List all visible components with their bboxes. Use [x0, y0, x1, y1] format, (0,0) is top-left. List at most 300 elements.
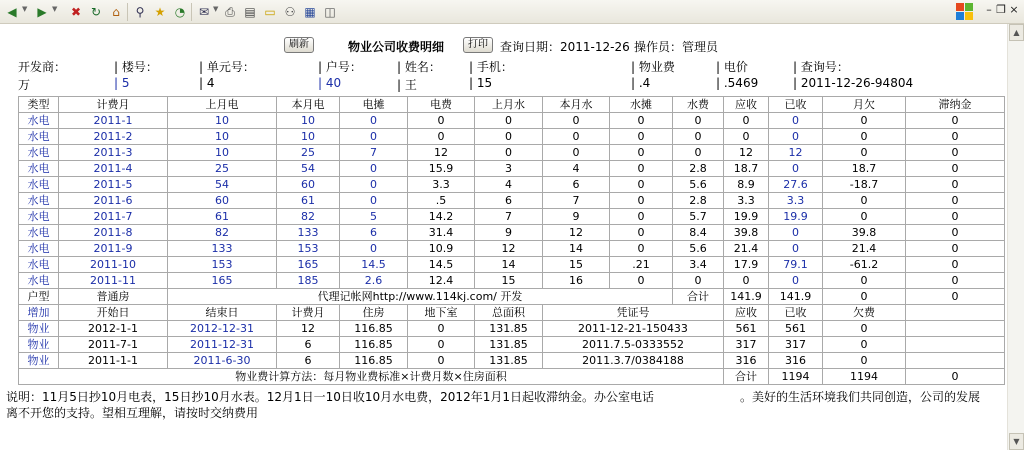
table-cell: 5.7	[673, 209, 724, 225]
table-cell: 2011-3	[59, 145, 168, 161]
table-cell: 185	[277, 273, 340, 289]
type-link[interactable]: 物业	[19, 337, 59, 353]
table-cell: 31.4	[408, 225, 475, 241]
table-cell: 12	[408, 145, 475, 161]
column-header: 已收	[769, 305, 823, 321]
empty-cell	[906, 337, 1005, 353]
table-cell: 21.4	[823, 241, 906, 257]
type-link[interactable]: 水电	[19, 113, 59, 129]
windows-logo-icon	[956, 3, 974, 21]
table-cell: 3.3	[408, 177, 475, 193]
table-cell: 0	[823, 129, 906, 145]
footnote	[6, 389, 1004, 421]
name-value: | 王	[397, 78, 417, 92]
table-cell: 2.6	[340, 273, 408, 289]
table-cell: -61.2	[823, 257, 906, 273]
discuss-icon[interactable]: ▭	[264, 5, 276, 19]
table-cell: 4	[543, 161, 610, 177]
table-cell: 3	[475, 161, 543, 177]
table-cell: 2012-1-1	[59, 321, 168, 337]
forward-icon[interactable]: ▶	[37, 5, 47, 19]
table-cell: 0	[906, 209, 1005, 225]
operator: 操作员：管理员	[634, 40, 719, 54]
total-due: 141.9	[724, 289, 769, 305]
table-cell: 0	[906, 129, 1005, 145]
table-row	[19, 161, 1005, 177]
table-cell: 6	[543, 177, 610, 193]
total-late-fee: 0	[906, 289, 1005, 305]
table-cell: 39.8	[724, 225, 769, 241]
table-cell: 5.6	[673, 241, 724, 257]
total-owed: 0	[906, 369, 1005, 385]
table-row	[19, 257, 1005, 273]
column-header: 凭证号	[543, 305, 724, 321]
table-cell: 2011.7.5-0333552	[543, 337, 724, 353]
table-cell: 0	[769, 161, 823, 177]
table-cell: 153	[277, 241, 340, 257]
table-cell: 561	[724, 321, 769, 337]
type-link[interactable]: 水电	[19, 161, 59, 177]
toolbar-separator	[127, 3, 128, 21]
type-link[interactable]: 水电	[19, 129, 59, 145]
table-cell: 317	[724, 337, 769, 353]
agent-text: 代理记帐网http://www.114kj.com/ 开发	[168, 289, 673, 305]
column-header: 欠费	[823, 305, 906, 321]
table-row	[19, 241, 1005, 257]
table-cell: 0	[340, 113, 408, 129]
column-header: 计费月	[59, 97, 168, 113]
forward-dropdown-icon[interactable]: ▼	[52, 5, 58, 13]
table-cell: 17.9	[724, 257, 769, 273]
column-header: 滞纳金	[906, 97, 1005, 113]
column-header: 本月水	[543, 97, 610, 113]
toolbar-separator	[191, 3, 192, 21]
type-link[interactable]: 水电	[19, 209, 59, 225]
total-label: 合计	[673, 289, 724, 305]
table-cell: 2.8	[673, 193, 724, 209]
table-cell: 6	[277, 337, 340, 353]
table-cell: 317	[769, 337, 823, 353]
table-cell: 3.3	[724, 193, 769, 209]
table-cell: 0	[408, 129, 475, 145]
house-type-label: 户型	[19, 289, 59, 305]
column-header: 应收	[724, 305, 769, 321]
table-cell: 0	[610, 225, 673, 241]
table-cell: 0	[823, 353, 906, 369]
table-cell: 25	[168, 161, 277, 177]
table-cell: 12	[475, 241, 543, 257]
table-cell: 21.4	[724, 241, 769, 257]
table-cell: 0	[823, 209, 906, 225]
total-due: 1194	[769, 369, 823, 385]
table-cell: 153	[168, 257, 277, 273]
table-cell: 0	[673, 129, 724, 145]
table-cell: 0	[408, 113, 475, 129]
info-label: | 电价	[716, 60, 748, 74]
table-cell: 2011-7	[59, 209, 168, 225]
total-paid: 1194	[823, 369, 906, 385]
table-cell: 3.4	[673, 257, 724, 273]
table-header-row	[19, 97, 1005, 113]
favorites-icon[interactable]: ★	[154, 5, 166, 19]
building-value: | 5	[114, 76, 130, 90]
table-cell: 14.5	[408, 257, 475, 273]
table-cell: 116.85	[340, 321, 408, 337]
table-cell: 0	[906, 273, 1005, 289]
type-link[interactable]: 水电	[19, 145, 59, 161]
table-row	[19, 113, 1005, 129]
table-cell: 0	[475, 113, 543, 129]
table-cell: 79.1	[769, 257, 823, 273]
table-cell: 5	[340, 209, 408, 225]
column-header: 水费	[673, 97, 724, 113]
mail-dropdown-icon[interactable]: ▼	[213, 5, 219, 13]
table-cell: 0	[724, 113, 769, 129]
table-header-row	[19, 305, 1005, 321]
vertical-scrollbar[interactable]	[1007, 24, 1024, 450]
table-cell: 14.2	[408, 209, 475, 225]
info-label: | 查询号：	[793, 60, 849, 74]
table-cell: 0	[769, 273, 823, 289]
utility-table	[18, 96, 1005, 305]
table-row	[19, 209, 1005, 225]
table-cell: 0	[610, 145, 673, 161]
summary-row	[19, 369, 1005, 385]
table-cell: 2011-9	[59, 241, 168, 257]
table-cell: 0	[610, 193, 673, 209]
browser-toolbar	[0, 0, 1024, 24]
home-icon[interactable]: ⌂	[112, 5, 120, 19]
table-cell: 82	[168, 225, 277, 241]
table-cell: 15	[543, 257, 610, 273]
info-label: | 手机：	[469, 60, 513, 74]
table-cell: 9	[475, 225, 543, 241]
scroll-down-icon[interactable]: ▼	[1009, 433, 1024, 450]
refresh-button[interactable]: 刷新	[284, 37, 314, 53]
total-paid: 141.9	[769, 289, 823, 305]
table-cell: 18.7	[724, 161, 769, 177]
table-cell: 0	[769, 225, 823, 241]
stop-icon[interactable]: ✖	[70, 5, 82, 19]
table-cell: 12.4	[408, 273, 475, 289]
table-cell: 2011-6	[59, 193, 168, 209]
mail-icon[interactable]: ✉	[198, 5, 210, 19]
table-row	[19, 337, 1005, 353]
table-cell: 0	[340, 161, 408, 177]
table-cell: 0	[673, 113, 724, 129]
table-cell: 0	[906, 113, 1005, 129]
table-cell: 0	[906, 241, 1005, 257]
scroll-up-icon[interactable]: ▲	[1009, 24, 1024, 41]
table-row	[19, 193, 1005, 209]
print-icon[interactable]: ⎙	[225, 5, 235, 19]
table-row	[19, 321, 1005, 337]
table-cell: 116.85	[340, 353, 408, 369]
table-cell: 6	[475, 193, 543, 209]
restore-icon[interactable]: ❐	[996, 3, 1006, 16]
table-cell: 0	[906, 225, 1005, 241]
calculation-method: 物业费计算方法：每月物业费标准×计费月数×住房面积	[19, 369, 724, 385]
table-cell: 7	[340, 145, 408, 161]
table-cell: 0	[610, 129, 673, 145]
table-cell: 4	[475, 177, 543, 193]
table-cell: 0	[823, 113, 906, 129]
table-cell: 0	[906, 193, 1005, 209]
table-cell: 19.9	[769, 209, 823, 225]
info-label: | 物业费	[631, 60, 675, 74]
table-cell: 316	[724, 353, 769, 369]
table-cell: 0	[475, 129, 543, 145]
table-cell: 0	[823, 273, 906, 289]
table-cell: 0	[673, 145, 724, 161]
table-cell: 316	[769, 353, 823, 369]
table-cell: 12	[724, 145, 769, 161]
column-header: 总面积	[475, 305, 543, 321]
table-cell: .21	[610, 257, 673, 273]
table-cell: 0	[769, 241, 823, 257]
table-cell: 12	[543, 225, 610, 241]
table-cell: 0	[475, 145, 543, 161]
add-link[interactable]: 增加	[19, 305, 59, 321]
table-cell: 10	[168, 113, 277, 129]
summary-row	[19, 289, 1005, 305]
table-cell: 0	[823, 193, 906, 209]
table-cell: 0	[724, 273, 769, 289]
phone-value: | 15	[469, 76, 493, 90]
table-cell: 8.9	[724, 177, 769, 193]
table-cell: 8.4	[673, 225, 724, 241]
search-icon[interactable]: ⚲	[135, 5, 145, 19]
table-cell: 10	[277, 113, 340, 129]
table-cell: 6	[340, 225, 408, 241]
table-cell: 12	[769, 145, 823, 161]
column-header: 上月水	[475, 97, 543, 113]
table-row	[19, 225, 1005, 241]
table-cell: 0	[340, 241, 408, 257]
empty-cell	[906, 321, 1005, 337]
info-label: 开发商：	[18, 60, 67, 74]
column-header: 地下室	[408, 305, 475, 321]
household-info	[0, 58, 1005, 94]
column-header: 已收	[769, 97, 823, 113]
table-cell: 10.9	[408, 241, 475, 257]
property-table	[18, 304, 1005, 385]
table-cell: 0	[610, 161, 673, 177]
refresh-icon[interactable]: ↻	[90, 5, 102, 19]
end-date-link[interactable]: 2012-12-31	[168, 321, 277, 337]
column-header: 月欠	[823, 97, 906, 113]
table-cell: 0	[610, 177, 673, 193]
table-cell: 0	[906, 145, 1005, 161]
table-cell: 0	[543, 145, 610, 161]
table-row	[19, 145, 1005, 161]
minimize-icon[interactable]: –	[986, 3, 992, 16]
footnote-line	[6, 389, 1004, 405]
empty-cell	[906, 305, 1005, 321]
table-cell: 16	[543, 273, 610, 289]
type-link[interactable]: 水电	[19, 273, 59, 289]
table-cell: 0	[610, 113, 673, 129]
footnote-text: 说明：11月5日抄10月电表，15日抄10月水表。12月1日一10日收10月水电费，2012年1月1日起收滞纳金。办公室电话	[6, 390, 654, 404]
empty-cell	[906, 353, 1005, 369]
table-cell: 0	[673, 273, 724, 289]
table-cell: 0	[543, 129, 610, 145]
table-row	[19, 273, 1005, 289]
table-cell: 2.8	[673, 161, 724, 177]
table-cell: 0	[408, 321, 475, 337]
table-cell: 15	[475, 273, 543, 289]
table-cell: 12	[277, 321, 340, 337]
type-link[interactable]: 水电	[19, 177, 59, 193]
table-cell: 39.8	[823, 225, 906, 241]
developer-value: 万	[18, 78, 31, 92]
table-cell: 2011-1	[59, 113, 168, 129]
column-header: 应收	[724, 97, 769, 113]
research-icon[interactable]: ▦	[304, 5, 316, 19]
table-cell: 6	[277, 353, 340, 369]
back-icon[interactable]: ◀	[7, 5, 17, 19]
total-owed: 0	[823, 289, 906, 305]
table-cell: 561	[769, 321, 823, 337]
info-label: | 姓名：	[397, 60, 441, 74]
table-cell: 10	[168, 145, 277, 161]
close-icon[interactable]: ×	[1009, 3, 1019, 16]
table-cell: 165	[277, 257, 340, 273]
edit-icon[interactable]: ▤	[244, 5, 256, 19]
info-label: | 楼号：	[114, 60, 158, 74]
table-cell: 61	[168, 209, 277, 225]
table-cell: 0	[906, 177, 1005, 193]
table-cell: 60	[277, 177, 340, 193]
type-link[interactable]: 物业	[19, 321, 59, 337]
table-cell: 0	[769, 113, 823, 129]
table-cell: 0	[543, 113, 610, 129]
table-cell: 0	[823, 145, 906, 161]
type-link[interactable]: 水电	[19, 193, 59, 209]
table-cell: 131.85	[475, 337, 543, 353]
table-cell: 25	[277, 145, 340, 161]
table-cell: 9	[543, 209, 610, 225]
table-cell: 2011-7-1	[59, 337, 168, 353]
query-number-value: | 2011-12-26-94804	[793, 76, 914, 90]
table-cell: 0	[823, 321, 906, 337]
table-cell: 2011.3.7/0384188	[543, 353, 724, 369]
table-cell: 0	[906, 161, 1005, 177]
table-cell: 0	[724, 129, 769, 145]
table-cell: 60	[168, 193, 277, 209]
table-cell: 2011-2	[59, 129, 168, 145]
table-cell: 14.5	[340, 257, 408, 273]
bookmark-icon[interactable]: ◫	[324, 5, 336, 19]
table-cell: 116.85	[340, 337, 408, 353]
table-cell: 0	[408, 353, 475, 369]
electricity-price-value: | .5469	[716, 76, 759, 90]
column-header: 结束日	[168, 305, 277, 321]
end-date-link[interactable]: 2011-6-30	[168, 353, 277, 369]
query-date: 查询日期：2011-12-26	[500, 40, 630, 54]
table-cell: 0	[823, 337, 906, 353]
table-cell: 82	[277, 209, 340, 225]
table-cell: 10	[277, 129, 340, 145]
column-header: 类型	[19, 97, 59, 113]
page-title: 物业公司收费明细	[348, 40, 445, 54]
table-cell: 54	[168, 177, 277, 193]
table-row	[19, 353, 1005, 369]
table-cell: 133	[168, 241, 277, 257]
table-cell: 0	[610, 209, 673, 225]
table-cell: 18.7	[823, 161, 906, 177]
table-cell: 0	[906, 257, 1005, 273]
print-button[interactable]: 打印	[463, 37, 493, 53]
column-header: 开始日	[59, 305, 168, 321]
table-cell: 0	[769, 129, 823, 145]
type-link[interactable]: 水电	[19, 225, 59, 241]
title-row	[0, 37, 1005, 55]
column-header: 本月电	[277, 97, 340, 113]
column-header: 计费月	[277, 305, 340, 321]
messenger-icon[interactable]: ⚇	[284, 5, 296, 19]
table-cell: 0	[340, 129, 408, 145]
table-cell: 0	[610, 241, 673, 257]
table-cell: 14	[475, 257, 543, 273]
info-label: | 单元号：	[199, 60, 255, 74]
table-cell: 2011-5	[59, 177, 168, 193]
table-cell: 27.6	[769, 177, 823, 193]
table-cell: 2011-11	[59, 273, 168, 289]
table-cell: 19.9	[724, 209, 769, 225]
table-cell: 2011-8	[59, 225, 168, 241]
table-cell: 7	[543, 193, 610, 209]
column-header: 住房	[340, 305, 408, 321]
table-cell: 0	[610, 273, 673, 289]
type-link[interactable]: 水电	[19, 241, 59, 257]
column-header: 电费	[408, 97, 475, 113]
table-cell: 131.85	[475, 353, 543, 369]
type-link[interactable]: 水电	[19, 257, 59, 273]
column-header: 电摊	[340, 97, 408, 113]
table-cell: 165	[168, 273, 277, 289]
info-label: | 户号：	[318, 60, 362, 74]
table-cell: -18.7	[823, 177, 906, 193]
history-icon[interactable]: ◔	[174, 5, 186, 19]
table-cell: 5.6	[673, 177, 724, 193]
household-value: | 40	[318, 76, 342, 90]
table-row	[19, 177, 1005, 193]
table-cell: 61	[277, 193, 340, 209]
type-link[interactable]: 物业	[19, 353, 59, 369]
table-cell: 0	[340, 193, 408, 209]
total-label: 合计	[724, 369, 769, 385]
column-header: 水摊	[610, 97, 673, 113]
table-cell: 2011-12-21-150433	[543, 321, 724, 337]
unit-value: | 4	[199, 76, 215, 90]
table-cell: 14	[543, 241, 610, 257]
property-fee-value: | .4	[631, 76, 651, 90]
back-dropdown-icon[interactable]: ▼	[22, 5, 28, 13]
end-date-link[interactable]: 2011-12-31	[168, 337, 277, 353]
table-cell: 3.3	[769, 193, 823, 209]
column-header: 上月电	[168, 97, 277, 113]
table-cell: 0	[408, 337, 475, 353]
table-cell: 7	[475, 209, 543, 225]
table-cell: .5	[408, 193, 475, 209]
table-cell: 131.85	[475, 321, 543, 337]
table-cell: 2011-4	[59, 161, 168, 177]
table-cell: 15.9	[408, 161, 475, 177]
table-cell: 54	[277, 161, 340, 177]
table-cell: 2011-1-1	[59, 353, 168, 369]
footnote-text: 。美好的生活环境我们共同创造，公司的发展	[739, 390, 980, 404]
